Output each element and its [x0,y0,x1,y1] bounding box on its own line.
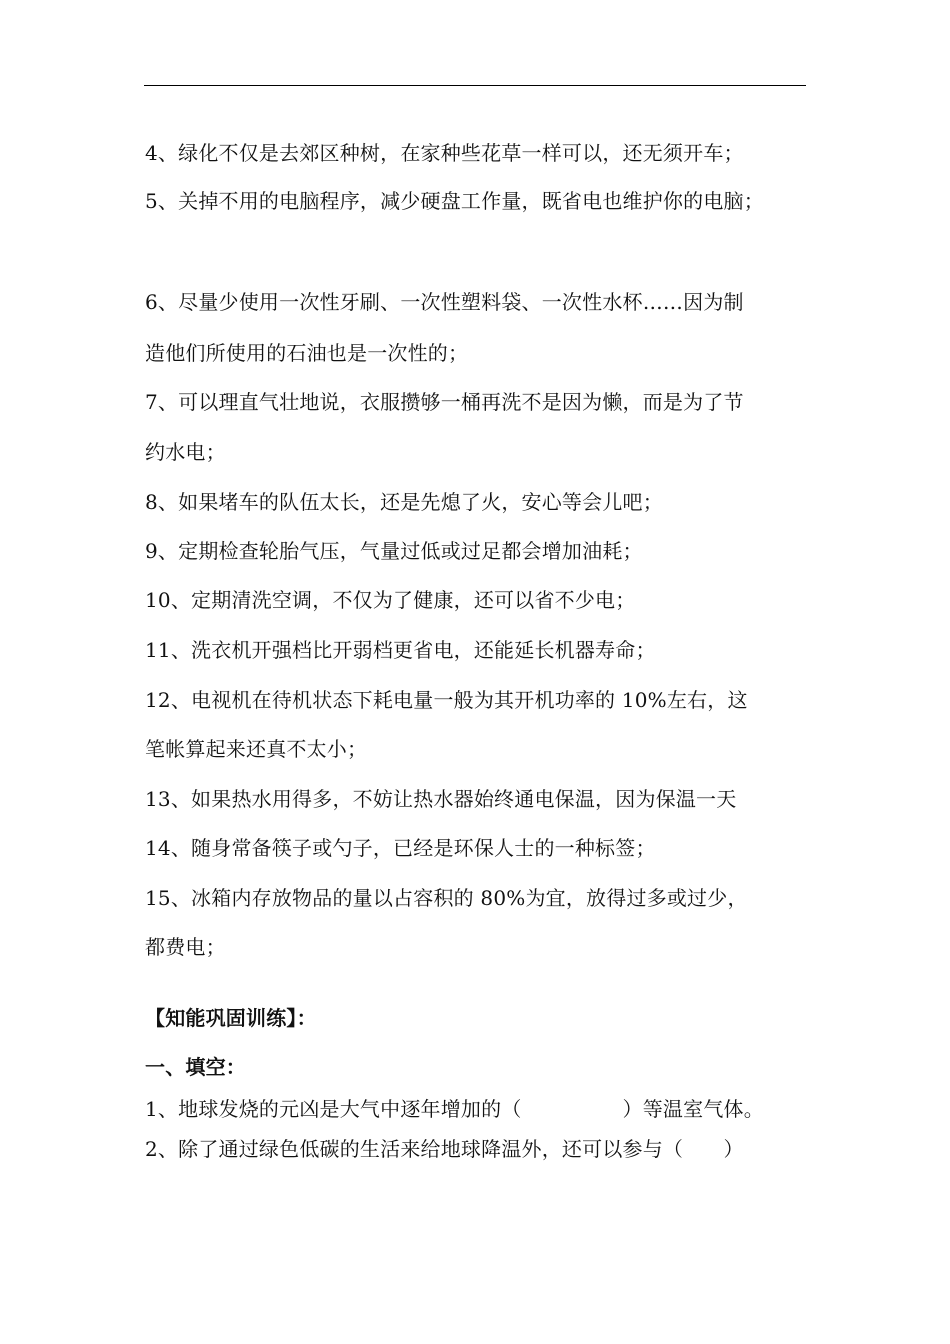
tip-item-6-cont: 造他们所使用的石油也是一次性的； [145,341,469,365]
tip-item-12-cont: 笔帐算起来还真不太小； [145,737,368,761]
tip-item-7-cont: 约水电； [145,440,226,464]
tip-item-12: 12、电视机在待机状态下耗电量一般为其开机功率的 10%左右，这 [145,688,748,712]
tip-item-13: 13、如果热水用得多，不妨让热水器始终通电保温，因为保温一天 [145,787,737,811]
tip-item-6: 6、尽量少使用一次性牙刷、一次性塑料袋、一次性水杯……因为制 [145,290,744,314]
tip-item-9: 9、定期检查轮胎气压，气量过低或过足都会增加油耗； [145,539,643,563]
fill-blank-heading: 一、填空： [145,1055,246,1079]
tip-item-7: 7、可以理直气壮地说，衣服攒够一桶再洗不是因为懒，而是为了节 [145,390,744,414]
tip-item-15: 15、冰箱内存放物品的量以占容积的 80%为宜，放得过多或过少， [145,886,748,910]
question-2: 2、除了通过绿色低碳的生活来给地球降温外，还可以参与（ ） [145,1137,744,1161]
header-rule [144,85,806,86]
tip-item-5: 5、关掉不用的电脑程序，减少硬盘工作量，既省电也维护你的电脑； [145,189,764,213]
question-1: 1、地球发烧的元凶是大气中逐年增加的（ ）等温室气体。 [145,1097,764,1121]
tip-item-14: 14、随身常备筷子或勺子，已经是环保人士的一种标签； [145,836,656,860]
tip-item-10: 10、定期清洗空调，不仅为了健康，还可以省不少电； [145,588,636,612]
tip-item-15-cont: 都费电； [145,935,226,959]
tip-item-4: 4、绿化不仅是去郊区种树，在家种些花草一样可以，还无须开车； [145,141,744,165]
section-heading: 【知能巩固训练】： [145,1006,317,1030]
tip-item-11: 11、洗衣机开强档比开弱档更省电，还能延长机器寿命； [145,638,656,662]
tip-item-8: 8、如果堵车的队伍太长，还是先熄了火，安心等会儿吧； [145,490,663,514]
